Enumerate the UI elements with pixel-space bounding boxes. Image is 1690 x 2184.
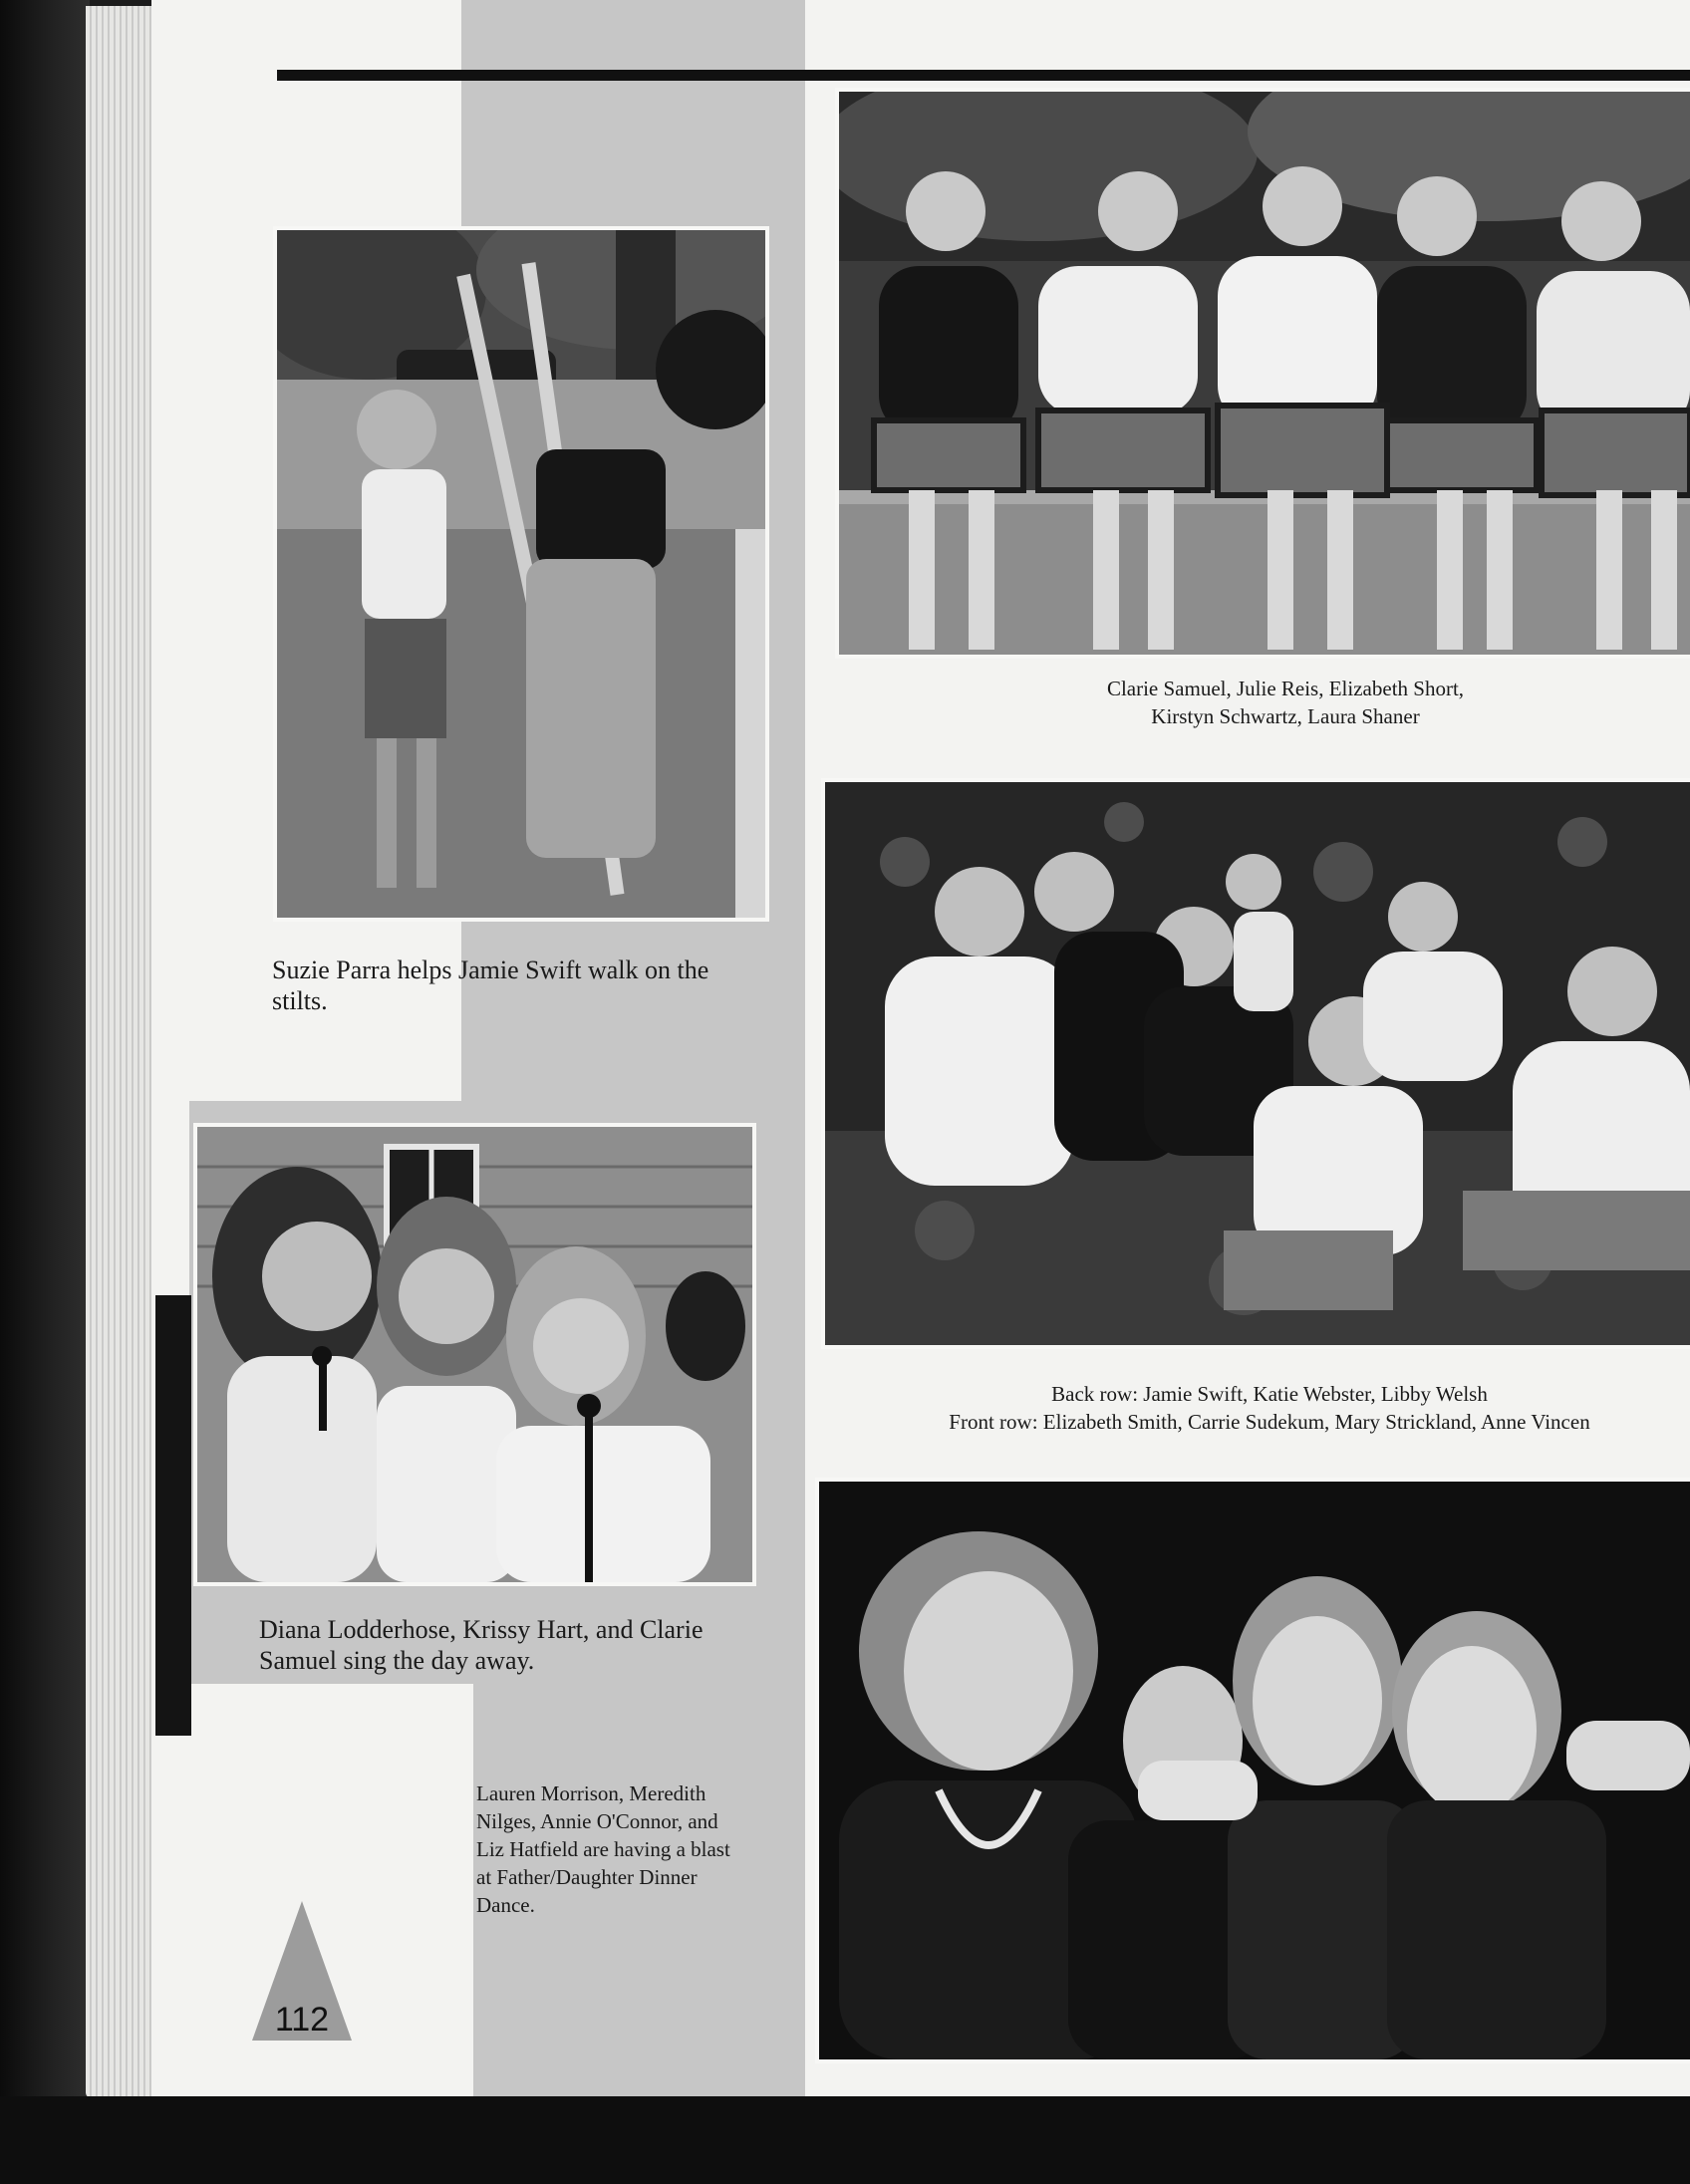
bench-group-photo: [839, 92, 1690, 655]
leaves-group-photo: [825, 782, 1690, 1345]
page-number-marker: [252, 1901, 352, 2041]
page-edges: [86, 6, 155, 2098]
leaves-caption-front-row: Front row: Elizabeth Smith, Carrie Sudekum, Mary Strickland, Anne Vincen: [949, 1410, 1590, 1434]
book-binding: [0, 0, 90, 2184]
singers-photo: [197, 1127, 752, 1582]
singers-caption: Diana Lodderhose, Krissy Hart, and Clarie Samuel sing the day away.: [259, 1615, 704, 1675]
bench-caption-line-1: Clarie Samuel, Julie Reis, Elizabeth Short,: [1106, 677, 1465, 700]
stilts-photo: [277, 230, 765, 918]
leaves-caption-back-row: Back row: Jamie Swift, Katie Webster, Libby Welsh: [1051, 1382, 1488, 1406]
bench-caption-line-2: Kirstyn Schwartz, Laura Shaner: [1151, 704, 1420, 728]
dance-photo: [819, 1482, 1690, 2059]
bench-caption: [1006, 675, 1564, 730]
top-rule: [277, 70, 1690, 81]
bottom-shadow: [0, 2096, 1690, 2184]
page-number: 112: [274, 2001, 330, 2039]
leaves-caption: [849, 1380, 1690, 1436]
page-edge-tab: [155, 1295, 191, 1736]
dance-caption: Lauren Morrison, Meredith Nilges, Annie O'Connor, and Liz Hatfield are having a blast at Father/Daughter Dinner Dance.: [476, 1781, 730, 1917]
stilts-caption: Suzie Parra helps Jamie Swift walk on the stilts.: [272, 956, 709, 1015]
